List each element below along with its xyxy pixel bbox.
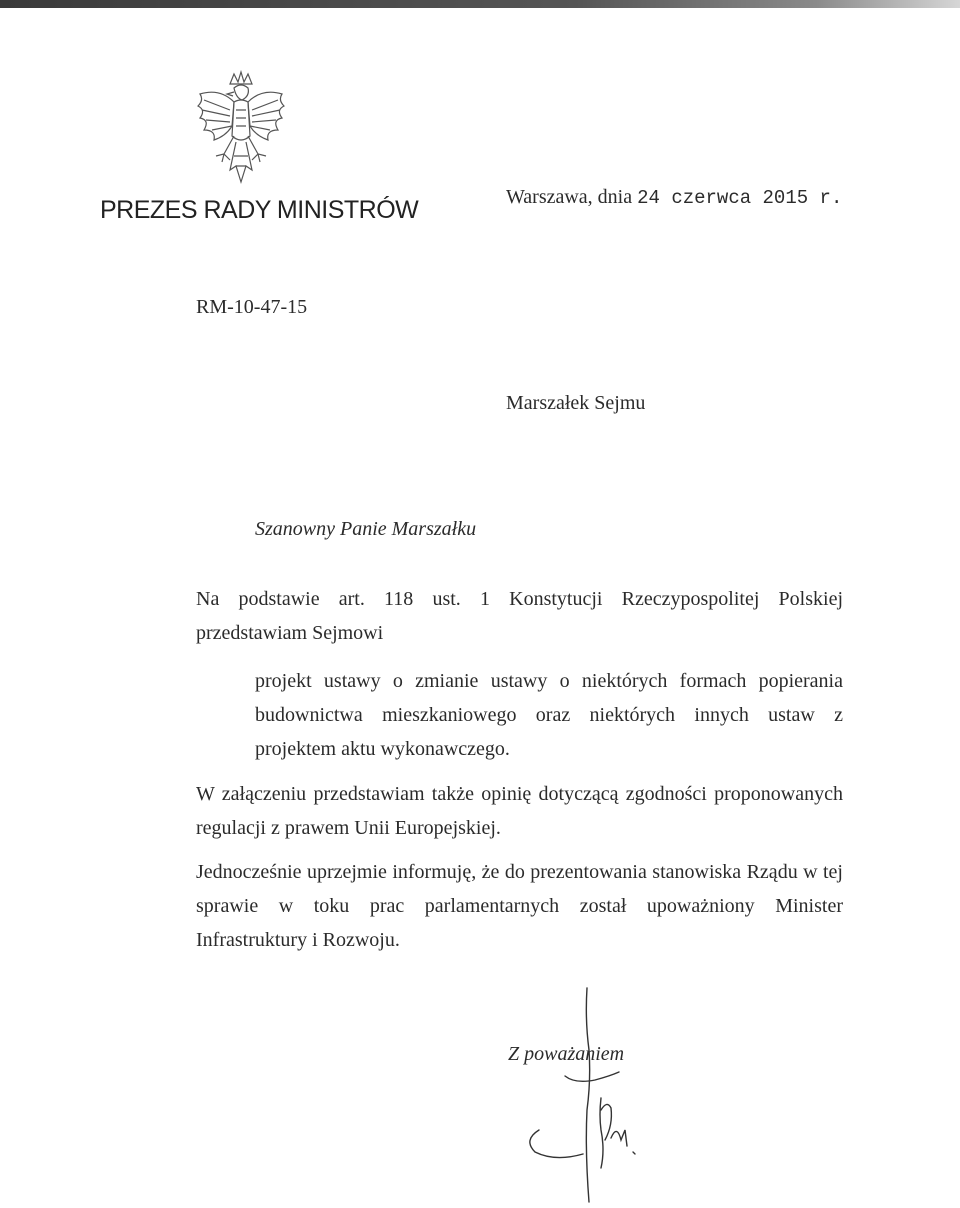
authorization-paragraph: Jednocześnie uprzejmie informuję, że do prezentowania stanowiska Rządu w tej sprawie w toku prac parlamentarnych został upoważniony Minister Infrastruktury i Rozwoju. — [196, 861, 843, 951]
place-date-prefix: Warszawa, dnia — [506, 186, 633, 208]
closing-regards: Z poważaniem — [508, 1043, 625, 1065]
salutation: Szanowny Panie Marszałku — [255, 518, 477, 540]
intro-paragraph: Na podstawie art. 118 ust. 1 Konstytucji Rzeczypospolitej Polskiej przedstawiam Sejmowi — [196, 588, 843, 644]
bill-title-paragraph: projekt ustawy o zmianie ustawy o niektórych formach popierania budownictwa mieszkaniowego oraz niektórych innych ustaw z projektem aktu wykonawczego. — [255, 670, 843, 760]
polish-eagle-emblem-icon — [190, 70, 292, 188]
addressee: Marszałek Sejmu — [506, 392, 646, 414]
office-title: PREZES RADY MINISTRÓW — [100, 196, 419, 224]
scan-edge-bar — [0, 0, 960, 8]
date-value: 24 czerwca 2015 r. — [637, 187, 843, 209]
reference-number: RM-10-47-15 — [196, 296, 308, 318]
attachment-paragraph: W załączeniu przedstawiam także opinię dotyczącą zgodności proponowanych regulacji z prawem Unii Europejskiej. — [196, 783, 843, 839]
date-line — [506, 186, 842, 209]
handwritten-signature-icon — [515, 980, 665, 1205]
